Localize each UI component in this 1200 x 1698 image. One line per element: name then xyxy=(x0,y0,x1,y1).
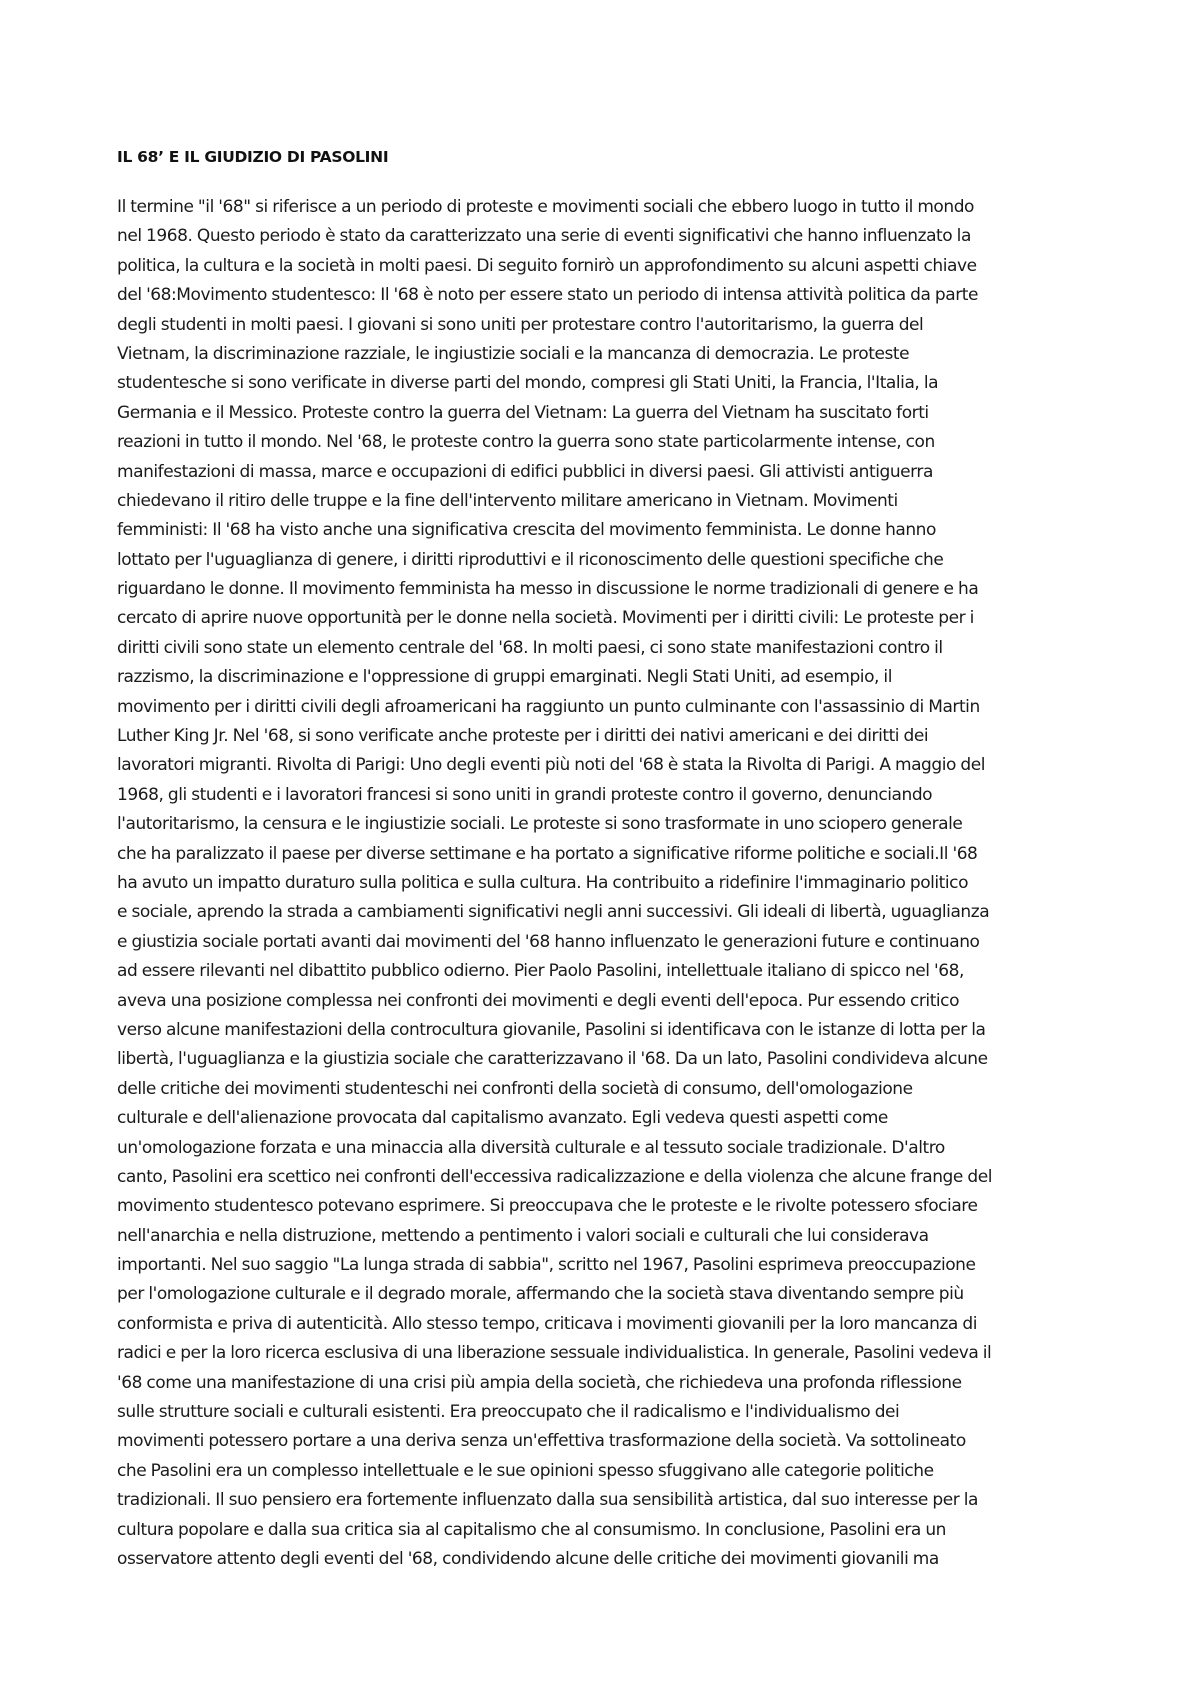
text-line: per l'omologazione culturale e il degrado morale, affermando che la società stava diventando sempre più xyxy=(117,1284,964,1305)
text-line: che Pasolini era un complesso intellettuale e le sue opinioni spesso sfuggivano alle categorie politiche xyxy=(117,1460,934,1481)
text-line: Luther King Jr. Nel '68, si sono verificate anche proteste per i diritti dei nativi americani e dei diritti dei xyxy=(117,726,929,747)
text-line: cultura popolare e dalla sua critica sia al capitalismo che al consumismo. In conclusione, Pasolini era un xyxy=(117,1519,946,1540)
text-line: Il termine "il '68" si riferisce a un periodo di proteste e movimenti sociali che ebbero luogo in tutto il mondo xyxy=(117,197,975,217)
text-line: 1968, gli studenti e i lavoratori francesi si sono uniti in grandi proteste contro il governo, denunciando xyxy=(117,784,933,805)
text-line: osservatore attento degli eventi del '68, condividendo alcune delle critiche dei movimenti giovanili ma xyxy=(117,1548,939,1569)
text-line: che ha paralizzato il paese per diverse settimane e ha portato a significative riforme politiche e sociali.Il '68 xyxy=(117,843,978,864)
text-line: libertà, l'uguaglianza e la giustizia sociale che caratterizzavano il '68. Da un lato, Pasolini condivideva alcune xyxy=(117,1049,988,1070)
text-line: culturale e dell'alienazione provocata dal capitalismo avanzato. Egli vedeva questi aspetti come xyxy=(117,1108,888,1129)
text-line: politica, la cultura e la società in molti paesi. Di seguito fornirò un approfondimento su alcuni aspetti chiave xyxy=(117,255,977,276)
text-line: un'omologazione forzata e una minaccia alla diversità culturale e al tessuto sociale tradizionale. D'altro xyxy=(117,1137,945,1158)
text-line: cercato di aprire nuove opportunità per le donne nella società. Movimenti per i diritti civili: Le proteste per i xyxy=(117,608,974,629)
text-line: movimento studentesco potevano esprimere. Si preoccupava che le proteste e le rivolte potessero sfociare xyxy=(117,1196,978,1217)
text-line: nel 1968. Questo periodo è stato da caratterizzato una serie di eventi significativi che hanno influenzato la xyxy=(117,226,971,247)
text-line: studentesche si sono verificate in diverse parti del mondo, compresi gli Stati Uniti, la Francia, l'Italia, la xyxy=(117,373,939,394)
document-title: IL 68’ E IL GIUDIZIO DI PASOLINI xyxy=(117,148,389,166)
text-line: movimenti potessero portare a una deriva senza un'effettiva trasformazione della società. Va sottolineato xyxy=(117,1431,966,1452)
text-line: nell'anarchia e nella distruzione, mettendo a pentimento i valori sociali e culturali che lui considerava xyxy=(117,1225,929,1246)
text-line: aveva una posizione complessa nei confronti dei movimenti e degli eventi dell'epoca. Pur essendo critico xyxy=(117,990,960,1011)
text-line: reazioni in tutto il mondo. Nel '68, le proteste contro la guerra sono state particolarmente intense, con xyxy=(117,432,935,453)
text-line: ha avuto un impatto duraturo sulla politica e sulla cultura. Ha contribuito a ridefinire l'immaginario politico xyxy=(117,872,969,893)
text-line: '68 come una manifestazione di una crisi più ampia della società, che richiedeva una profonda riflessione xyxy=(117,1372,962,1393)
text-line: diritti civili sono state un elemento centrale del '68. In molti paesi, ci sono state manifestazioni contro il xyxy=(117,637,943,658)
text-line: delle critiche dei movimenti studenteschi nei confronti della società di consumo, dell'omologazione xyxy=(117,1078,913,1099)
text-line: l'autoritarismo, la censura e le ingiustizie sociali. Le proteste si sono trasformate in uno sciopero generale xyxy=(117,814,963,835)
text-line: femministi: Il '68 ha visto anche una significativa crescita del movimento femminista. Le donne hanno xyxy=(117,520,936,541)
text-line: riguardano le donne. Il movimento femminista ha messo in discussione le norme tradizionali di genere e ha xyxy=(117,579,979,600)
text-line: Vietnam, la discriminazione razziale, le ingiustizie sociali e la mancanza di democrazia. Le proteste xyxy=(117,343,910,364)
text-line: importanti. Nel suo saggio "La lunga strada di sabbia", scritto nel 1967, Pasolini esprimeva preoccupazione xyxy=(117,1255,976,1276)
text-line: lavoratori migranti. Rivolta di Parigi: Uno degli eventi più noti del '68 è stata la Rivolta di Parigi. A maggio del xyxy=(117,755,986,776)
text-line: verso alcune manifestazioni della controcultura giovanile, Pasolini si identificava con le istanze di lotta per la xyxy=(117,1019,986,1040)
text-line: lottato per l'uguaglianza di genere, i diritti riproduttivi e il riconoscimento delle questioni specifiche che xyxy=(117,549,944,570)
document-body xyxy=(117,193,1092,1574)
text-line: conformista e priva di autenticità. Allo stesso tempo, criticava i movimenti giovanili per la loro mancanza di xyxy=(117,1313,977,1334)
text-line: degli studenti in molti paesi. I giovani si sono uniti per protestare contro l'autoritarismo, la guerra del xyxy=(117,314,924,335)
text-line: e sociale, aprendo la strada a cambiamenti significativi negli anni successivi. Gli ideali di libertà, uguaglianza xyxy=(117,902,990,923)
text-line: e giustizia sociale portati avanti dai movimenti del '68 hanno influenzato le generazioni future e continuano xyxy=(117,931,980,952)
text-line: sulle strutture sociali e culturali esistenti. Era preoccupato che il radicalismo e l'individualismo dei xyxy=(117,1402,900,1423)
text-line: razzismo, la discriminazione e l'oppressione di gruppi emarginati. Negli Stati Uniti, ad esempio, il xyxy=(117,667,892,688)
text-line: radici e per la loro ricerca esclusiva di una liberazione sessuale individualistica. In generale, Pasolini vedeva il xyxy=(117,1343,992,1364)
text-line: manifestazioni di massa, marce e occupazioni di edifici pubblici in diversi paesi. Gli attivisti antiguerra xyxy=(117,461,933,482)
text-line: chiedevano il ritiro delle truppe e la fine dell'intervento militare americano in Vietnam. Movimenti xyxy=(117,490,898,511)
text-line: del '68:Movimento studentesco: Il '68 è noto per essere stato un periodo di intensa attività politica da parte xyxy=(117,285,979,306)
text-line: ad essere rilevanti nel dibattito pubblico odierno. Pier Paolo Pasolini, intellettuale italiano di spicco nel '68, xyxy=(117,961,964,982)
text-line: tradizionali. Il suo pensiero era fortemente influenzato dalla sua sensibilità artistica, dal suo interesse per la xyxy=(117,1490,978,1511)
text-line: canto, Pasolini era scettico nei confronti dell'eccessiva radicalizzazione e della violenza che alcune frange del xyxy=(117,1166,992,1187)
text-line: movimento per i diritti civili degli afroamericani ha raggiunto un punto culminante con l'assassinio di Martin xyxy=(117,696,980,717)
text-line: Germania e il Messico. Proteste contro la guerra del Vietnam: La guerra del Vietnam ha suscitato forti xyxy=(117,402,929,423)
